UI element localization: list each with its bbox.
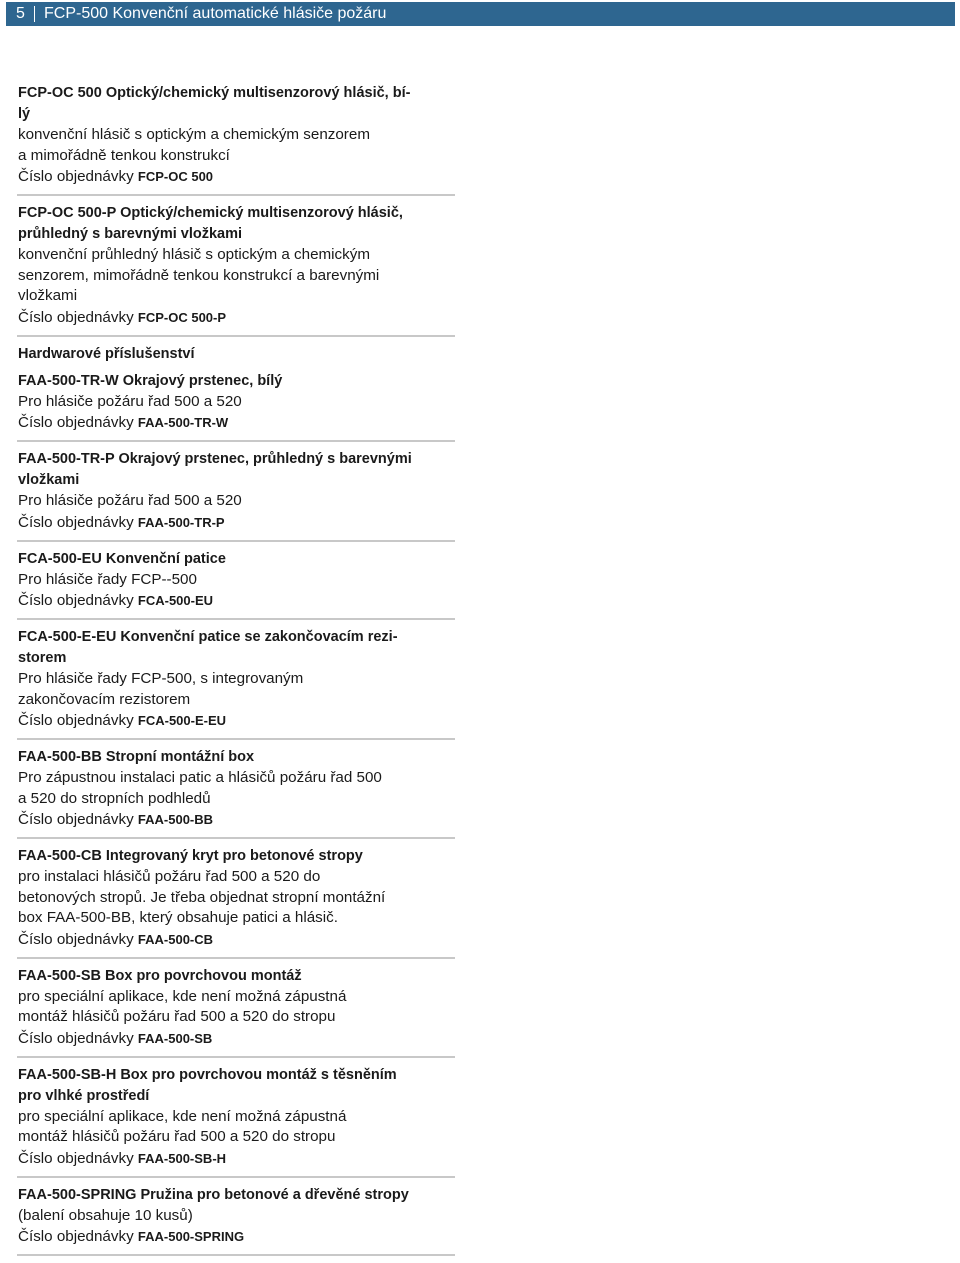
page-number: 5 xyxy=(16,5,25,22)
product-title: FAA-500-SPRING Pružina pro betonové a dřevěné stropy xyxy=(18,1186,409,1203)
divider xyxy=(17,1176,455,1178)
product-description: konvenční hlásič s optickým a chemickým senzorem a mimořádně tenkou konstrukcí xyxy=(18,126,370,164)
product-title: FAA-500-TR-W Okrajový prstenec, bílý xyxy=(18,372,283,389)
product-description: Pro hlásiče řady FCP-500, s integrovaným zakončovacím rezistorem xyxy=(18,670,304,708)
order-number: Číslo objednávky FCP-OC 500-P xyxy=(18,308,227,326)
product-title: FAA-500-CB Integrovaný kryt pro betonové stropy xyxy=(18,848,363,864)
order-number: Číslo objednávky FCA-500-EU xyxy=(18,592,214,609)
order-number: Číslo objednávky FAA-500-TR-W xyxy=(18,414,229,431)
section-title: Hardwarové příslušenství xyxy=(18,345,195,362)
order-number: Číslo objednávky FAA-500-SB-H xyxy=(18,1149,227,1167)
product-title: FCP-OC 500 Optický/chemický multisenzorový hlásič, bí- lý xyxy=(18,85,411,122)
order-number: Číslo objednávky FAA-500-SB xyxy=(18,1029,213,1047)
product-entry xyxy=(18,627,455,731)
order-number: Číslo objednávky FAA-500-SPRING xyxy=(18,1228,245,1245)
order-number: Číslo objednávky FAA-500-TR-P xyxy=(18,513,225,531)
product-entry xyxy=(18,203,455,328)
divider xyxy=(17,540,455,542)
product-description: Pro zápustnou instalaci patic a hlásičů požáru řad 500 a 520 do stropních podhledů xyxy=(18,769,382,807)
product-description: Pro hlásiče požáru řad 500 a 520 xyxy=(18,492,242,509)
document-title: FCP-500 Konvenční automatické hlásiče požáru xyxy=(44,5,387,22)
section-heading xyxy=(18,344,455,365)
order-number: Číslo objednávky FCA-500-E-EU xyxy=(18,712,227,729)
divider xyxy=(17,837,455,839)
product-description: pro instalaci hlásičů požáru řad 500 a 520 do betonových stropů. Je třeba objednat stropní montážní box FAA-500-BB, který obsahuje patici a hlásič. xyxy=(18,868,386,926)
product-title: FAA-500-SB-H Box pro povrchovou montáž s těsněním pro vlhké prostředí xyxy=(18,1066,397,1104)
order-number: Číslo objednávky FCP-OC 500 xyxy=(18,168,214,185)
product-entry xyxy=(18,371,455,434)
product-title: FAA-500-TR-P Okrajový prstenec, průhledný s barevnými vložkami xyxy=(18,451,412,488)
product-entry xyxy=(18,449,455,533)
divider xyxy=(17,194,455,196)
product-title: FAA-500-BB Stropní montážní box xyxy=(18,749,255,765)
divider xyxy=(17,738,455,740)
product-entry xyxy=(18,1185,455,1248)
divider xyxy=(17,335,455,337)
product-title: FCP-OC 500-P Optický/chemický multisenzorový hlásič, průhledný s barevnými vložkami xyxy=(18,205,403,242)
product-description: Pro hlásiče požáru řad 500 a 520 xyxy=(18,392,242,410)
order-number: Číslo objednávky FAA-500-CB xyxy=(18,930,214,948)
divider xyxy=(17,1056,455,1058)
header-separator xyxy=(34,6,35,22)
product-entry xyxy=(18,966,455,1049)
divider xyxy=(17,957,455,959)
product-entry xyxy=(18,747,455,830)
product-description: pro speciální aplikace, kde není možná zápustná montáž hlásičů požáru řad 500 a 520 do stropu xyxy=(18,987,347,1025)
product-description: Pro hlásiče řady FCP--500 xyxy=(18,570,197,588)
product-description: (balení obsahuje 10 kusů) xyxy=(18,1206,193,1224)
product-entry xyxy=(18,83,455,187)
product-entry xyxy=(18,549,455,612)
divider xyxy=(17,1254,455,1256)
product-title: FAA-500-SB Box pro povrchovou montáž xyxy=(18,967,302,984)
product-description: konvenční průhledný hlásič s optickým a chemickým senzorem, mimořádně tenkou konstrukcí a barevnými vložkami xyxy=(18,246,380,304)
product-entry xyxy=(18,1065,455,1169)
product-entry xyxy=(18,846,455,950)
product-description: pro speciální aplikace, kde není možná zápustná montáž hlásičů požáru řad 500 a 520 do stropu xyxy=(18,1107,347,1145)
page-header xyxy=(6,2,955,26)
product-list xyxy=(18,83,455,1263)
product-title: FCA-500-E-EU Konvenční patice se zakončovacím rezi- storem xyxy=(18,629,398,666)
divider xyxy=(17,440,455,442)
product-title: FCA-500-EU Konvenční patice xyxy=(18,550,226,567)
divider xyxy=(17,618,455,620)
order-number: Číslo objednávky FAA-500-BB xyxy=(18,811,214,828)
